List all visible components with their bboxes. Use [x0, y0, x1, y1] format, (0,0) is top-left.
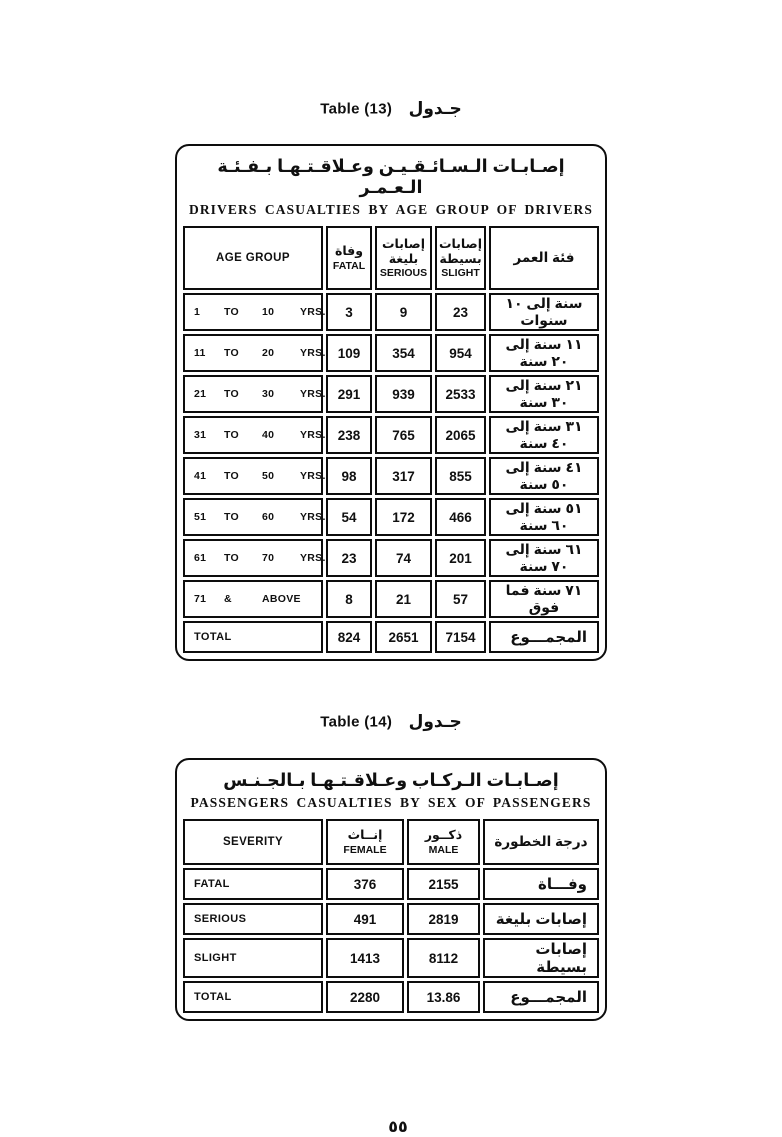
- table14-heading: [175, 712, 607, 732]
- table-row-serious: [183, 903, 599, 935]
- severity-label-arabic-cell: إصابات بليغة: [483, 903, 599, 935]
- table-row-age-31-40: [183, 416, 599, 454]
- table-row-age-61-70: [183, 539, 599, 577]
- col-header-severity-arabic: درجة الخطورة: [483, 819, 599, 865]
- col-header-female-arabic: إنــاث: [347, 828, 383, 843]
- table13-heading: [175, 0, 607, 119]
- severity-label-arabic-cell: وفـــاة: [483, 868, 599, 900]
- age-label-arabic-cell: ٤١ سنة إلى ٥٠ سنة: [489, 457, 599, 495]
- age-unit: YRS.: [300, 552, 326, 564]
- col-header-fatal: [326, 226, 372, 290]
- page-number: ٥٥: [388, 1119, 408, 1136]
- age-unit: YRS.: [300, 347, 326, 359]
- table14-heading-english: Table (14): [320, 713, 393, 731]
- age-range-cell: [183, 580, 323, 618]
- col-header-age-group-arabic: فئة العمر: [489, 226, 599, 290]
- age-from: 1: [194, 306, 201, 318]
- table13-title-arabic: إصـابـات الـسـائـقـيـن وعـلاقـتـهـا بـفـئـة الـعـمـر: [217, 156, 565, 197]
- col-header-serious: [375, 226, 432, 290]
- col-header-fatal-arabic: وفاة: [334, 244, 364, 259]
- age-to-word: TO: [224, 306, 239, 318]
- table14-title: [180, 762, 602, 816]
- table13-total-row: [183, 621, 599, 653]
- col-header-male: [407, 819, 480, 865]
- age-label-arabic-cell: سنة إلى ١٠ سنوات: [489, 293, 599, 331]
- severity-label-arabic-cell: إصابات بسيطة: [483, 938, 599, 978]
- age-to: 50: [262, 470, 275, 482]
- age-label-arabic-cell: ٧١ سنة فما فوق: [489, 580, 599, 618]
- age-range-cell: [183, 334, 326, 372]
- age-to: 40: [262, 429, 275, 441]
- age-range-cell: [183, 539, 326, 577]
- total-label-arabic-cell: المجمـــوع: [483, 981, 599, 1013]
- age-label-arabic-cell: ١١ سنة إلى ٢٠ سنة: [489, 334, 599, 372]
- total-label-cell: TOTAL: [183, 981, 323, 1013]
- serious-count-cell: 765: [375, 416, 432, 454]
- serious-count-cell: 354: [375, 334, 432, 372]
- age-from: 71: [194, 593, 207, 605]
- age-unit: YRS.: [300, 511, 326, 523]
- drivers-casualties-table: [180, 223, 602, 656]
- age-label-arabic-cell: ٣١ سنة إلى ٤٠ سنة: [489, 416, 599, 454]
- table-row-age-71-above: [183, 580, 599, 618]
- age-to-word: TO: [224, 511, 239, 523]
- col-header-fatal-english: FATAL: [332, 259, 366, 272]
- age-to-word: TO: [224, 552, 239, 564]
- age-to-word: TO: [224, 347, 239, 359]
- table13-heading-english: Table (13): [320, 100, 393, 118]
- severity-label-cell: FATAL: [183, 868, 323, 900]
- male-count-cell: 2155: [407, 868, 480, 900]
- table-row-age-11-20: [183, 334, 599, 372]
- age-unit: YRS.: [300, 388, 326, 400]
- slight-count-cell: 201: [435, 539, 486, 577]
- age-label-arabic-cell: ٥١ سنة إلى ٦٠ سنة: [489, 498, 599, 536]
- col-header-age-group: AGE GROUP: [183, 226, 323, 290]
- slight-count-cell: 466: [435, 498, 486, 536]
- table-row-age-21-30: [183, 375, 599, 413]
- male-count-cell: 8112: [407, 938, 480, 978]
- serious-count-cell: 172: [375, 498, 432, 536]
- age-range-cell: [183, 498, 326, 536]
- age-from: 61: [194, 552, 207, 564]
- severity-label-cell: SLIGHT: [183, 938, 323, 978]
- col-header-slight-arabic: إصابات بسيطة: [438, 237, 482, 266]
- age-to: 70: [262, 552, 275, 564]
- slight-count-cell: 2065: [435, 416, 486, 454]
- age-unit: YRS.: [300, 470, 326, 482]
- age-to: 10: [262, 306, 275, 318]
- age-to: 30: [262, 388, 275, 400]
- age-to-word: TO: [224, 429, 239, 441]
- total-fatal-cell: 824: [326, 621, 372, 653]
- col-header-male-arabic: ذكــور: [424, 828, 463, 843]
- col-header-serious-english: SERIOUS: [379, 266, 428, 279]
- total-serious-cell: 2651: [375, 621, 432, 653]
- male-count-cell: 2819: [407, 903, 480, 935]
- table14-title-english: PASSENGERS CASUALTIES BY SEX OF PASSENGERS: [190, 795, 592, 810]
- age-to: 20: [262, 347, 275, 359]
- col-header-female: [326, 819, 404, 865]
- table-row-slight: [183, 938, 599, 978]
- slight-count-cell: 57: [435, 580, 486, 618]
- age-from: 11: [194, 347, 206, 359]
- age-unit: YRS.: [300, 429, 326, 441]
- table13-title-english: DRIVERS CASUALTIES BY AGE GROUP OF DRIVERS: [188, 202, 594, 217]
- table13-box: [175, 144, 607, 661]
- age-from: 21: [194, 388, 207, 400]
- table-row-fatal: [183, 868, 599, 900]
- table14-box: [175, 758, 607, 1021]
- slight-count-cell: 954: [435, 334, 486, 372]
- serious-count-cell: 74: [375, 539, 432, 577]
- table13-heading-arabic: جـدول: [408, 99, 462, 118]
- age-range-cell: [183, 457, 326, 495]
- age-range-cell: [183, 293, 326, 331]
- table14-total-row: [183, 981, 599, 1013]
- table13-header-row: [183, 226, 599, 290]
- col-header-slight: [435, 226, 486, 290]
- fatal-count-cell: 238: [326, 416, 372, 454]
- table14-heading-arabic: جـدول: [408, 712, 462, 731]
- age-from: 31: [194, 429, 207, 441]
- severity-label-cell: SERIOUS: [183, 903, 323, 935]
- fatal-count-cell: 54: [326, 498, 372, 536]
- total-male-cell: 13.86: [407, 981, 480, 1013]
- page-content: [175, 0, 607, 1137]
- age-label-arabic-cell: ٦١ سنة إلى ٧٠ سنة: [489, 539, 599, 577]
- age-unit: YRS.: [300, 306, 326, 318]
- fatal-count-cell: 291: [326, 375, 372, 413]
- total-female-cell: 2280: [326, 981, 404, 1013]
- slight-count-cell: 855: [435, 457, 486, 495]
- fatal-count-cell: 3: [326, 293, 372, 331]
- age-to: 60: [262, 511, 275, 523]
- age-to: ABOVE: [262, 593, 301, 605]
- fatal-count-cell: 98: [326, 457, 372, 495]
- table13-title: [180, 148, 602, 223]
- female-count-cell: 376: [326, 868, 404, 900]
- age-from: 51: [194, 511, 207, 523]
- table-row-age-41-50: [183, 457, 599, 495]
- female-count-cell: 1413: [326, 938, 404, 978]
- slight-count-cell: 2533: [435, 375, 486, 413]
- serious-count-cell: 317: [375, 457, 432, 495]
- age-to-word: TO: [224, 470, 239, 482]
- total-label-arabic-cell: المجمـــوع: [489, 621, 599, 653]
- fatal-count-cell: 109: [326, 334, 372, 372]
- table-row-age-51-60: [183, 498, 599, 536]
- table14-title-arabic: إصـابـات الـركـاب وعـلاقـتـهـا بـالجـنـس: [223, 770, 559, 790]
- age-to-word: TO: [224, 388, 239, 400]
- table14-header-row: [183, 819, 599, 865]
- col-header-male-english: MALE: [428, 843, 459, 856]
- age-to-word: &: [224, 593, 232, 605]
- serious-count-cell: 9: [375, 293, 432, 331]
- age-range-cell: [183, 416, 326, 454]
- fatal-count-cell: 23: [326, 539, 372, 577]
- age-label-arabic-cell: ٢١ سنة إلى ٣٠ سنة: [489, 375, 599, 413]
- fatal-count-cell: 8: [326, 580, 372, 618]
- total-label-cell: TOTAL: [183, 621, 323, 653]
- passengers-casualties-table: [180, 816, 602, 1016]
- age-from: 41: [194, 470, 207, 482]
- serious-count-cell: 939: [375, 375, 432, 413]
- female-count-cell: 491: [326, 903, 404, 935]
- total-slight-cell: 7154: [435, 621, 486, 653]
- serious-count-cell: 21: [375, 580, 432, 618]
- age-range-cell: [183, 375, 326, 413]
- table-row-age-1-10: [183, 293, 599, 331]
- col-header-slight-english: SLIGHT: [441, 266, 480, 279]
- slight-count-cell: 23: [435, 293, 486, 331]
- col-header-female-english: FEMALE: [343, 843, 387, 856]
- col-header-severity: SEVERITY: [183, 819, 323, 865]
- col-header-serious-arabic: إصابات بليغة: [381, 237, 425, 266]
